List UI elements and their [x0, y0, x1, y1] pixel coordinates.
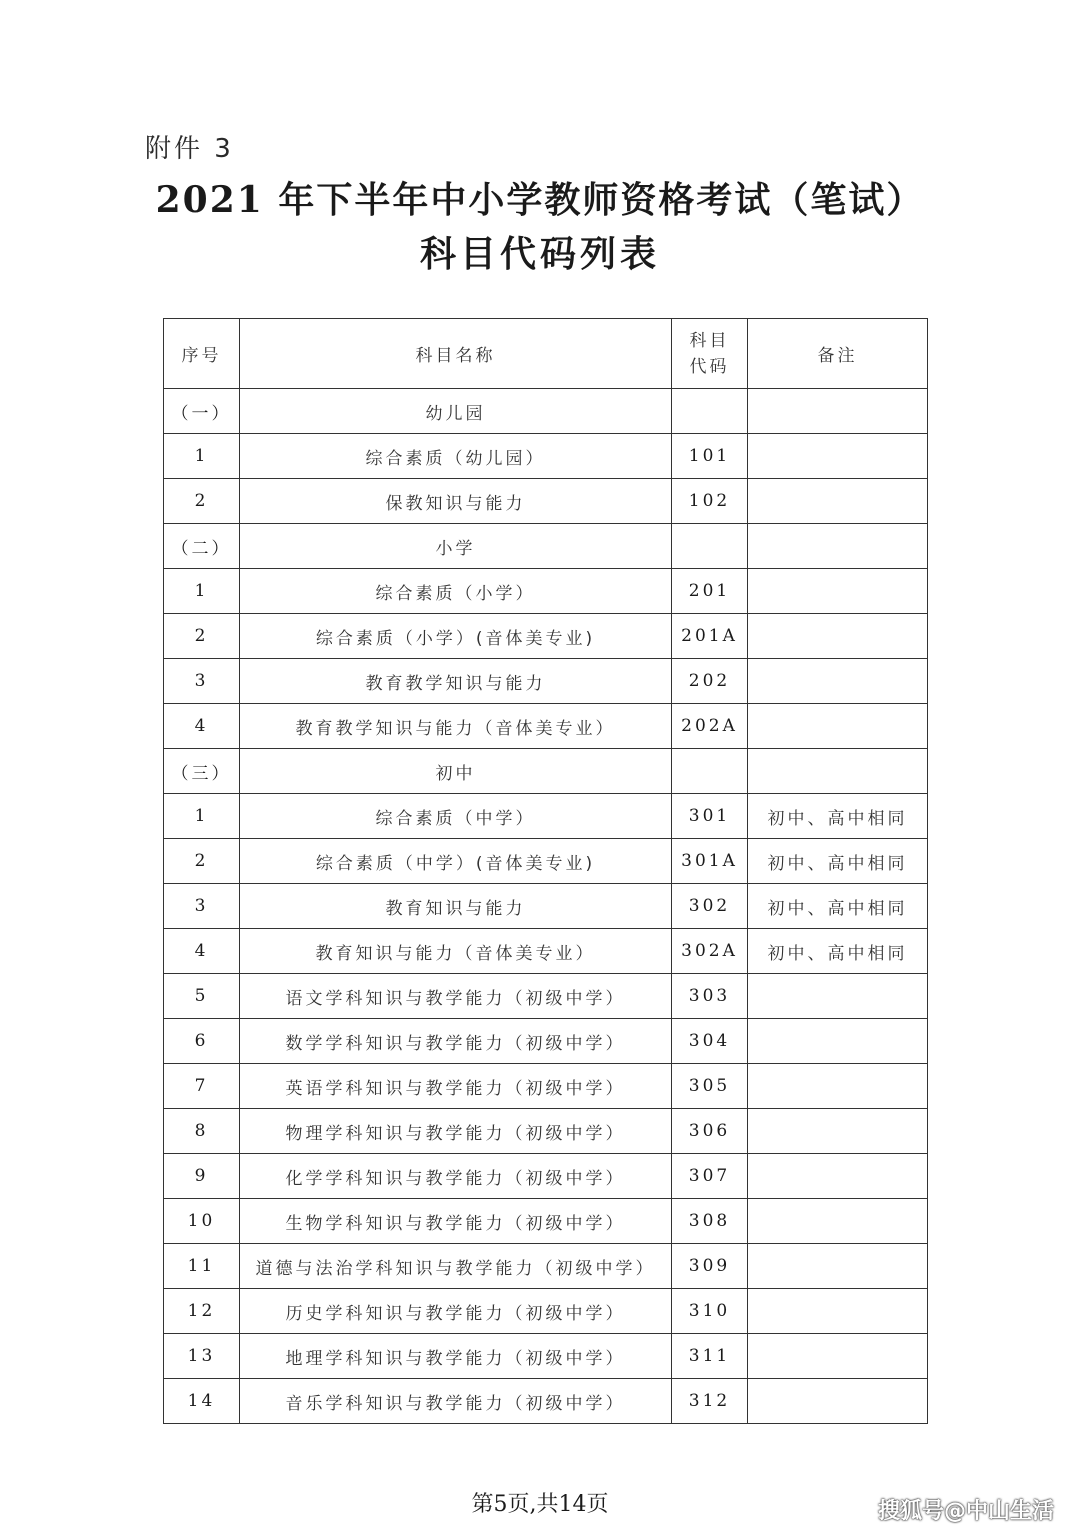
section-index: （一） — [164, 389, 240, 434]
section-name: 幼儿园 — [240, 389, 672, 434]
row-subject-name: 保教知识与能力 — [240, 479, 672, 524]
table-row — [164, 704, 928, 749]
row-index: 9 — [164, 1154, 240, 1199]
row-note — [748, 1379, 928, 1424]
subject-code-table — [163, 318, 928, 1424]
section-index: （三） — [164, 749, 240, 794]
section-code — [672, 524, 748, 569]
table-row — [164, 659, 928, 704]
row-subject-code: 201 — [672, 569, 748, 614]
row-index: 12 — [164, 1289, 240, 1334]
row-note: 初中、高中相同 — [748, 929, 928, 974]
row-subject-code: 202 — [672, 659, 748, 704]
row-note — [748, 479, 928, 524]
row-subject-name: 道德与法治学科知识与教学能力（初级中学） — [240, 1244, 672, 1289]
attachment-label: 附件 3 — [145, 134, 234, 164]
watermark: 搜狐号@中山生活 — [877, 1499, 1054, 1524]
row-subject-code: 311 — [672, 1334, 748, 1379]
section-code — [672, 389, 748, 434]
header-note: 备注 — [748, 319, 928, 389]
page-footer: 第5页,共14页 — [471, 1492, 609, 1517]
row-note — [748, 659, 928, 704]
row-index: 11 — [164, 1244, 240, 1289]
row-subject-code: 310 — [672, 1289, 748, 1334]
header-name: 科目名称 — [240, 319, 672, 389]
row-index: 1 — [164, 434, 240, 479]
table-row — [164, 1289, 928, 1334]
table-row — [164, 839, 928, 884]
row-index: 1 — [164, 794, 240, 839]
row-index: 1 — [164, 569, 240, 614]
row-subject-code: 301 — [672, 794, 748, 839]
row-subject-name: 教育教学知识与能力 — [240, 659, 672, 704]
row-note — [748, 974, 928, 1019]
row-index: 10 — [164, 1199, 240, 1244]
row-subject-name: 语文学科知识与教学能力（初级中学） — [240, 974, 672, 1019]
row-index: 2 — [164, 839, 240, 884]
row-subject-name: 教育知识与能力（音体美专业） — [240, 929, 672, 974]
row-subject-name: 历史学科知识与教学能力（初级中学） — [240, 1289, 672, 1334]
row-index: 14 — [164, 1379, 240, 1424]
row-subject-code: 309 — [672, 1244, 748, 1289]
row-index: 7 — [164, 1064, 240, 1109]
table-row — [164, 974, 928, 1019]
row-subject-name: 化学学科知识与教学能力（初级中学） — [240, 1154, 672, 1199]
document-subtitle: 科目代码列表 — [419, 233, 660, 275]
table-row — [164, 569, 928, 614]
header-code-line2: 代码 — [689, 356, 730, 377]
row-subject-code: 302A — [672, 929, 748, 974]
table-row — [164, 1154, 928, 1199]
row-index: 3 — [164, 884, 240, 929]
row-note — [748, 569, 928, 614]
table-row — [164, 479, 928, 524]
row-subject-code: 301A — [672, 839, 748, 884]
row-note — [748, 704, 928, 749]
row-note — [748, 434, 928, 479]
row-note — [748, 614, 928, 659]
row-note — [748, 1289, 928, 1334]
row-note — [748, 1244, 928, 1289]
section-code — [672, 749, 748, 794]
row-note — [748, 1064, 928, 1109]
row-subject-code: 305 — [672, 1064, 748, 1109]
section-row — [164, 389, 928, 434]
row-subject-name: 综合素质（幼儿园） — [240, 434, 672, 479]
row-note: 初中、高中相同 — [748, 884, 928, 929]
row-subject-name: 综合素质（小学）(音体美专业) — [240, 614, 672, 659]
row-subject-code: 102 — [672, 479, 748, 524]
row-subject-name: 英语学科知识与教学能力（初级中学） — [240, 1064, 672, 1109]
row-subject-code: 304 — [672, 1019, 748, 1064]
table-row — [164, 884, 928, 929]
table-row — [164, 614, 928, 659]
row-subject-code: 202A — [672, 704, 748, 749]
row-subject-name: 综合素质（中学）(音体美专业) — [240, 839, 672, 884]
row-subject-code: 303 — [672, 974, 748, 1019]
row-index: 8 — [164, 1109, 240, 1154]
section-name: 小学 — [240, 524, 672, 569]
row-subject-name: 数学学科知识与教学能力（初级中学） — [240, 1019, 672, 1064]
table-row — [164, 1334, 928, 1379]
row-note — [748, 1154, 928, 1199]
row-note — [748, 1109, 928, 1154]
table-row — [164, 1064, 928, 1109]
row-index: 4 — [164, 929, 240, 974]
table-row — [164, 794, 928, 839]
row-subject-name: 物理学科知识与教学能力（初级中学） — [240, 1109, 672, 1154]
row-index: 2 — [164, 614, 240, 659]
row-note: 初中、高中相同 — [748, 839, 928, 884]
row-note — [748, 1199, 928, 1244]
table-row — [164, 434, 928, 479]
table-row — [164, 929, 928, 974]
row-index: 13 — [164, 1334, 240, 1379]
row-index: 5 — [164, 974, 240, 1019]
row-note — [748, 1334, 928, 1379]
document-title: 2021 年下半年中小学教师资格考试（笔试） — [155, 179, 925, 221]
section-row — [164, 524, 928, 569]
row-subject-name: 生物学科知识与教学能力（初级中学） — [240, 1199, 672, 1244]
row-subject-name: 教育知识与能力 — [240, 884, 672, 929]
section-index: （二） — [164, 524, 240, 569]
row-subject-name: 综合素质（小学） — [240, 569, 672, 614]
row-index: 6 — [164, 1019, 240, 1064]
section-row — [164, 749, 928, 794]
table-row — [164, 1199, 928, 1244]
row-subject-name: 音乐学科知识与教学能力（初级中学） — [240, 1379, 672, 1424]
header-index: 序号 — [164, 319, 240, 389]
row-index: 4 — [164, 704, 240, 749]
row-index: 3 — [164, 659, 240, 704]
row-subject-code: 312 — [672, 1379, 748, 1424]
table-row — [164, 1109, 928, 1154]
table-header-row — [164, 319, 928, 389]
row-subject-name: 地理学科知识与教学能力（初级中学） — [240, 1334, 672, 1379]
row-subject-code: 302 — [672, 884, 748, 929]
row-index: 2 — [164, 479, 240, 524]
section-note — [748, 389, 928, 434]
table-body — [164, 389, 928, 1424]
row-subject-code: 307 — [672, 1154, 748, 1199]
table-row — [164, 1244, 928, 1289]
section-note — [748, 524, 928, 569]
row-subject-code: 201A — [672, 614, 748, 659]
row-subject-name: 综合素质（中学） — [240, 794, 672, 839]
header-code-line1: 科目 — [689, 330, 730, 351]
row-subject-code: 101 — [672, 434, 748, 479]
table-row — [164, 1379, 928, 1424]
section-note — [748, 749, 928, 794]
header-code — [672, 319, 748, 389]
row-note: 初中、高中相同 — [748, 794, 928, 839]
row-subject-code: 308 — [672, 1199, 748, 1244]
row-note — [748, 1019, 928, 1064]
table-row — [164, 1019, 928, 1064]
row-subject-name: 教育教学知识与能力（音体美专业） — [240, 704, 672, 749]
section-name: 初中 — [240, 749, 672, 794]
row-subject-code: 306 — [672, 1109, 748, 1154]
